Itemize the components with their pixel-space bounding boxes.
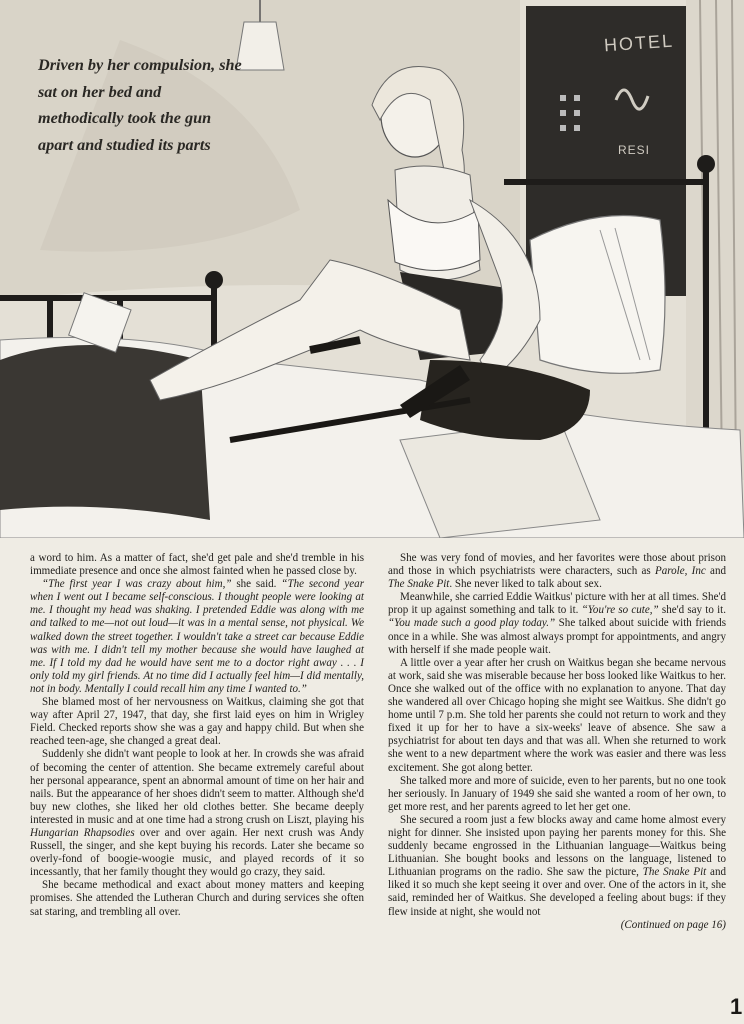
text: She was very fond of movies, and her favorites were those about prison and those in which psychiatrists were characters, such as [388, 552, 726, 578]
paragraph: She talked more and more of suicide, even to her parents, but no one took her seriously. In January of 1949 she said she wanted a room of her own, to get more rest, and her parents agreed to let her get one. [388, 774, 726, 813]
page-number: 1 [730, 994, 743, 1019]
paragraph [388, 591, 726, 656]
text: she'd say to it. [658, 604, 726, 617]
hotel-sign: HOTEL [603, 30, 675, 56]
text: and [705, 565, 726, 578]
left-column [30, 552, 364, 919]
quote: “You're so cute,” [581, 604, 659, 617]
text: she said. [231, 578, 282, 591]
text: over and over again. Her next crush was Andy Russell, the singer, and she kept buying his records. Later she became so overly-fond of boogie-woogie music, and played records of it so incessantly, that her family thought they would go crazy, they said. [30, 826, 365, 879]
title: Parole, Inc [654, 565, 706, 578]
right-column [388, 552, 726, 932]
quote: “You made such a good play today.” [388, 617, 556, 630]
text: and liked it so much she kept seeing it over and over. One of the actors in it, she said, reminded her of Waitkus. She developed a feeling about bugs: if they flew inside at night, she would not [388, 866, 726, 918]
title: The Snake Pit [388, 578, 450, 591]
paragraph: a word to him. As a matter of fact, she'd get pale and she'd tremble in his immediate presence and once she almost fainted when he passed close by. [30, 552, 364, 578]
illustration-caption: Driven by her compulsion, she sat on her bed and methodically took the gun apart and studied its parts [38, 56, 242, 154]
paragraph: A little over a year after her crush on Waitkus began she became nervous at work, said she was miserable because her boss looked like Waitkus to her. Once she walked out of the office with no explanation to anyone. That day she wandered all over Chicago hoping she might see Waitkus. She didn't go home until 7 p.m. She told her parents she could not return to work and they fixed it up for her to have a six-weeks' leave of absence. She saw a psychiatrist for about ten days and that was all. When she returned to work she went to a new department where the work was easier and there was less excitement. She got along better. [388, 656, 726, 774]
quote: “The second year when I went out I became self-conscious. I thought people were looking at me. I thought my head was shaking. I pretended Eddie was along with me and talked to me—not out loud—it was in a mental sense, not physical. We walked down the street together. I wouldn't take a street car because Eddie was with me. I didn't tell my mother because she would have laughed at me. If I told my dad he would have sent me to a doctor right away . . . I only told my girl friends. At no time did I actually feel him—I did mentally, not in body. Mentally I could recall him any time I wanted to.” [30, 578, 364, 695]
title: Hungarian Rhapsodies [30, 826, 135, 839]
text: Meanwhile, she carried Eddie Waitkus' picture with her at all times. She'd prop it up against something and talk to it. [388, 591, 726, 617]
resi-sign: RESI [618, 143, 651, 157]
paragraph [30, 748, 364, 879]
paragraph: She became methodical and exact about money matters and keeping promises. She attended the Lutheran Church and during services she often sat staring, and trembling all over. [30, 879, 364, 918]
continued-note: (Continued on page 16) [620, 918, 726, 931]
paragraph: She blamed most of her nervousness on Waitkus, claiming she got that way after April 27, 1947, that day, she first laid eyes on him in Wrigley Field. Checked reports show she was a gay and happy child. But when she reached teen-age, she changed a great deal. [30, 696, 364, 748]
text: She secured a room just a few blocks away and came home almost every night for dinner. She insisted upon paying her parents money for this. She suddenly became engrossed in the Lithuanian language—Waitkus being Lithuanian. She bought books and lessons on the language, listened to Lithuanian programs on the radio. She saw the picture, [388, 813, 726, 879]
paragraph [30, 578, 364, 696]
text: . She never liked to talk about sex. [449, 578, 602, 591]
text: Suddenly she didn't want people to look at her. In crowds she was afraid of becoming the center of attention. She became extremely careful about her personal appearance, spent an abnormal amount of time on her hair and nails. But the appearance of her shoes didn't seem to matter. Although she'd buy new clothes, she liked her old clothes better. She became deeply interested in music and at one time had a strong crush on Liszt, playing his [30, 748, 364, 826]
text: She talked about suicide with friends once in a while. She was almost always prompt for appointments, and angry with herself if she made people wait. [388, 617, 727, 656]
paragraph [388, 552, 726, 591]
title: The Snake Pit [642, 866, 707, 879]
quote: “The first year I was crazy about him,” [42, 578, 232, 591]
paragraph [388, 814, 726, 919]
